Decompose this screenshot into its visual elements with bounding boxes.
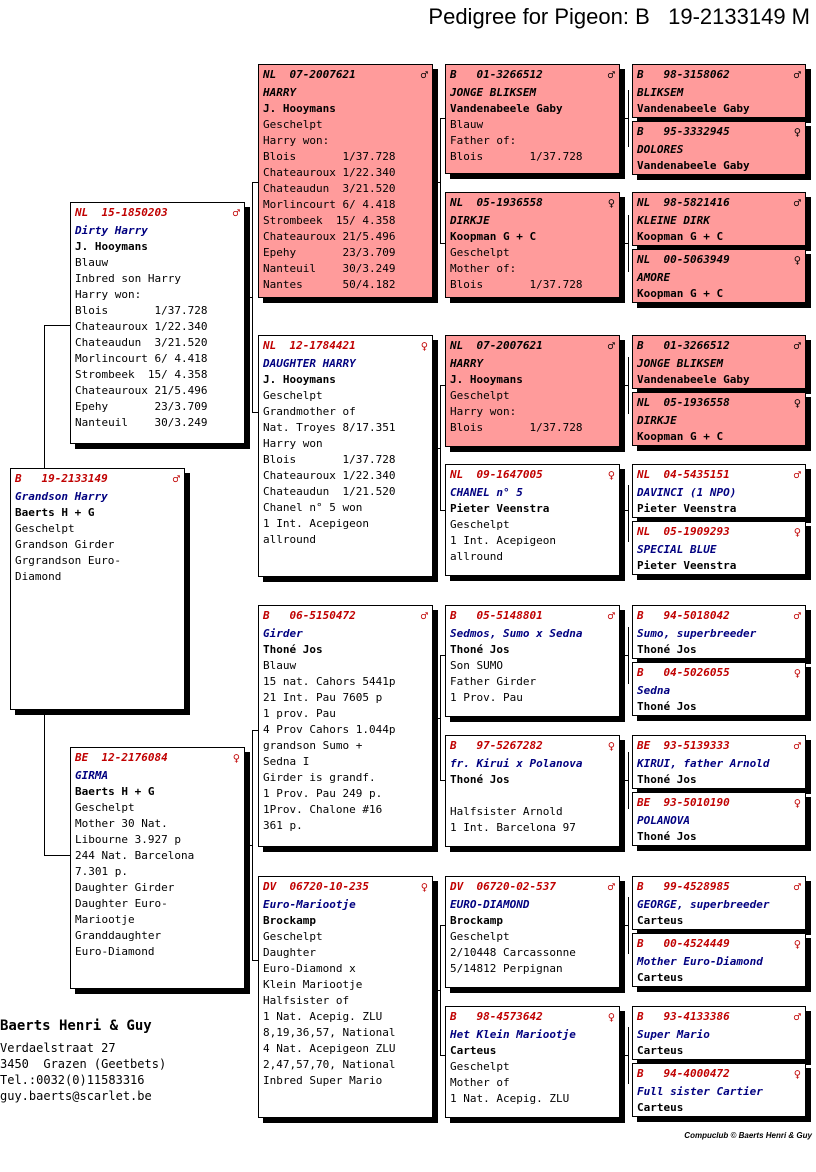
pigeon-name: JONGE BLIKSEM [637,357,724,370]
pigeon-detail-line: Geschelpt [15,522,75,535]
card-header [637,936,801,952]
pigeon-detail-line: Strombeek 15/ 4.358 [263,214,396,227]
ring-number: NL 07-2007621 [263,68,356,81]
pigeon-detail-line: Blois 1/37.728 [450,278,583,291]
ring-number: DV 06720-02-537 [450,880,556,893]
pigeon-owner: Carteus [637,1044,684,1057]
pigeon-detail-line: Harry won [263,437,323,450]
card-header [637,665,801,681]
female-icon: ♀ [793,525,801,539]
card-header [450,338,615,354]
pigeon-detail-line: 7.301 p. [75,865,128,878]
female-icon: ♀ [420,339,428,353]
pigeon-card-ssdd[interactable] [632,249,806,303]
pigeon-detail-line: Chateaudun 3/21.520 [75,336,208,349]
pigeon-detail-line: allround [263,533,316,546]
pigeon-card-dam[interactable] [70,747,245,989]
pigeon-name: GEORGE, superbreeder [637,898,770,911]
pigeon-owner: Thoné Jos [450,773,510,786]
pigeon-card-subject[interactable] [10,468,185,710]
card-header [637,395,801,411]
pigeon-card-dds[interactable] [445,876,620,988]
pigeon-detail-line: Mother of [450,1076,510,1089]
female-icon: ♀ [607,1010,615,1024]
card-header [637,67,801,83]
breeder-email[interactable]: guy.baerts@scarlet.be [0,1089,152,1103]
pigeon-detail-line: Geschelpt [450,389,510,402]
pigeon-detail-line: Morlincourt 6/ 4.418 [263,198,396,211]
pigeon-card-dsss[interactable] [632,605,806,659]
pigeon-detail-line: Daughter Euro- [75,897,168,910]
male-icon: ♂ [793,339,801,353]
pigeon-detail-line: Mother of: [450,262,517,275]
pigeon-name: EURO-DIAMOND [450,898,530,911]
pigeon-detail-line: 1 Nat. Acepig. ZLU [263,1010,383,1023]
pigeon-detail-line: Inbred Super Mario [263,1074,383,1087]
pigeon-detail-line: Blois 1/37.728 [263,150,396,163]
pigeon-detail-line: Geschelpt [75,801,135,814]
pigeon-name: Full sister Cartier [637,1085,763,1098]
card-header [637,124,801,140]
ring-number: BE 12-2176084 [75,751,168,764]
card-header [637,1009,801,1025]
ring-number: NL 07-2007621 [450,339,543,352]
pigeon-owner: Brockamp [450,914,503,927]
pigeon-card-sdsd[interactable] [632,392,806,446]
pigeon-name: Sumo, superbreeder [637,627,757,640]
pigeon-detail-line: 1 Int. Acepigeon [450,534,556,547]
card-header [450,879,615,895]
pigeon-detail-line: Blois 1/37.728 [450,150,583,163]
pigeon-owner: Thoné Jos [637,700,697,713]
ring-number: B 98-4573642 [450,1010,543,1023]
pigeon-name: fr. Kirui x Polanova [450,757,583,770]
pigeon-detail-line: 1 prov. Pau [263,707,336,720]
ring-number: NL 05-1936558 [450,196,543,209]
pigeon-detail-line: Daughter [263,946,316,959]
ring-number: B 94-4000472 [637,1067,730,1080]
pigeon-detail-line: Blois 1/37.728 [263,453,396,466]
pigeon-name: CHANEL n° 5 [450,486,523,499]
male-icon: ♂ [232,206,240,220]
ring-number: NL 12-1784421 [263,339,356,352]
pigeon-detail-line: Euro-Diamond x [263,962,356,975]
card-header [450,195,615,211]
pigeon-card-sssd[interactable] [632,121,806,175]
card-header [450,67,615,83]
ring-number: B 98-3158062 [637,68,730,81]
pigeon-owner: Thoné Jos [637,830,697,843]
pigeon-owner: J. Hooymans [263,102,336,115]
pigeon-name: Super Mario [637,1028,710,1041]
pigeon-detail-line: Blauw [75,256,109,269]
female-icon: ♀ [793,396,801,410]
pigeon-name: Girder [263,627,303,640]
ring-number: NL 00-5063949 [637,253,730,266]
pigeon-owner: Thoné Jos [263,643,323,656]
female-icon: ♀ [793,125,801,139]
pigeon-card-sdd[interactable] [445,464,620,576]
card-header [637,467,801,483]
pigeon-name: HARRY [450,357,484,370]
pigeon-detail-line: Granddaughter [75,929,162,942]
male-icon: ♂ [793,68,801,82]
ring-number: NL 98-5821416 [637,196,730,209]
pigeon-owner: Brockamp [263,914,316,927]
pigeon-owner: Thoné Jos [637,643,697,656]
pigeon-detail-line: Nanteuil 30/3.249 [75,416,208,429]
ring-number: B 19-2133149 [15,472,108,485]
pigeon-card-dddd[interactable] [632,1063,806,1117]
male-icon: ♂ [793,1010,801,1024]
pigeon-name: BLIKSEM [637,86,684,99]
pigeon-detail-line: 5/14812 Perpignan [450,962,563,975]
pigeon-owner: Pieter Veenstra [637,559,737,572]
card-header [263,879,428,895]
pigeon-detail-line: Blauw [263,659,297,672]
ring-number: B 04-5026055 [637,666,730,679]
card-header [637,252,801,268]
pigeon-detail-line: Geschelpt [263,118,323,131]
card-header [450,738,615,754]
pigeon-owner: Vandenabeele Gaby [637,159,750,172]
pigeon-card-sdss[interactable] [632,335,806,389]
card-header [637,795,801,811]
pigeon-detail-line: Nantes 50/4.182 [263,278,396,291]
pigeon-name: DOLORES [637,143,684,156]
pigeon-detail-line: Chateauroux 1/22.340 [75,320,208,333]
pigeon-owner: Carteus [637,914,684,927]
pigeon-detail-line: Harry won: [263,134,330,147]
male-icon: ♂ [607,880,615,894]
pigeon-detail-line: Strombeek 15/ 4.358 [75,368,208,381]
pigeon-detail-line: Chateauroux 21/5.496 [263,230,396,243]
pigeon-detail-line: Morlincourt 6/ 4.418 [75,352,208,365]
card-header [637,195,801,211]
pigeon-name: Sedmos, Sumo x Sedna [450,627,583,640]
pigeon-detail-line: Klein Mariootje [263,978,363,991]
card-header [637,338,801,354]
pigeon-owner: Thoné Jos [637,773,697,786]
male-icon: ♂ [607,339,615,353]
male-icon: ♂ [793,196,801,210]
pigeon-detail-line: 2/10448 Carcassonne [450,946,576,959]
pigeon-card-sire-sire[interactable] [258,64,433,298]
pigeon-detail-line: Epehy 23/3.709 [263,246,396,259]
ring-number: B 01-3266512 [450,68,543,81]
pigeon-name: DIRKJE [637,414,677,427]
pigeon-name: KIRUI, father Arnold [637,757,770,770]
pigeon-name: GIRMA [75,769,109,782]
pigeon-detail-line: Geschelpt [450,518,510,531]
pigeon-detail-line: Chanel n° 5 won [263,501,363,514]
pigeon-owner: Vandenabeele Gaby [637,102,750,115]
pigeon-detail-line: Diamond [15,570,62,583]
card-header [263,67,428,83]
ring-number: B 99-4528985 [637,880,730,893]
pigeon-detail-line: Father Girder [450,675,537,688]
female-icon: ♀ [420,880,428,894]
male-icon: ♂ [607,609,615,623]
pigeon-detail-line: Harry won: [450,405,517,418]
pigeon-owner: Pieter Veenstra [637,502,737,515]
pigeon-detail-line: Harry won: [75,288,142,301]
card-header [637,879,801,895]
female-icon: ♀ [793,1067,801,1081]
pigeon-detail-line: Sedna I [263,755,310,768]
card-header [450,467,615,483]
pigeon-detail-line: 21 Int. Pau 7605 p [263,691,383,704]
pigeon-name: DAVINCI (1 NPO) [637,486,737,499]
pigeon-name: KLEINE DIRK [637,214,710,227]
pigeon-detail-line: Father of: [450,134,517,147]
pigeon-card-dsd[interactable] [445,735,620,847]
male-icon: ♂ [793,468,801,482]
ring-number: NL 04-5435151 [637,468,730,481]
pigeon-card-ssds[interactable] [632,192,806,246]
pigeon-card-sire[interactable] [70,202,245,444]
pigeon-name: Dirty Harry [75,224,148,237]
pigeon-owner: Vandenabeele Gaby [637,373,750,386]
pigeon-detail-line: Mother 30 Nat. [75,817,168,830]
pigeon-detail-line: 361 p. [263,819,303,832]
pigeon-detail-line: Euro-Diamond [75,945,155,958]
pigeon-name: Euro-Mariootje [263,898,356,911]
pigeon-name: Sedna [637,684,671,697]
pigeon-detail-line: Chateaudun 1/21.520 [263,485,396,498]
pigeon-detail-line: Nat. Troyes 8/17.351 [263,421,396,434]
breeder-phone: Tel.:0032(0)11583316 [0,1073,145,1087]
pigeon-owner: Koopman G + C [450,230,537,243]
footer-credit: Compuclub © Baerts Henri & Guy [684,1131,812,1140]
pigeon-card-sdds[interactable] [632,464,806,518]
pigeon-detail-line: Epehy 23/3.709 [75,400,208,413]
pigeon-detail-line [450,788,615,804]
female-icon: ♀ [607,739,615,753]
pigeon-card-sddd[interactable] [632,521,806,575]
pigeon-name: JONGE BLIKSEM [450,86,537,99]
pigeon-detail-line: Libourne 3.927 p [75,833,181,846]
pigeon-detail-line: 1 Int. Barcelona 97 [450,821,576,834]
card-header [450,1009,615,1025]
card-header [637,524,801,540]
pigeon-detail-line: 1 Int. Acepigeon [263,517,369,530]
ring-number: NL 05-1909293 [637,525,730,538]
pigeon-card-ddd[interactable] [445,1006,620,1118]
female-icon: ♀ [607,196,615,210]
pigeon-detail-line: Geschelpt [263,930,323,943]
male-icon: ♂ [607,68,615,82]
pigeon-detail-line: 15 nat. Cahors 5441p [263,675,396,688]
pigeon-card-sds[interactable] [445,335,620,447]
pigeon-card-ddsd[interactable] [632,933,806,987]
pigeon-card-sss[interactable] [445,64,620,174]
pigeon-detail-line: 8,19,36,57, National [263,1026,396,1039]
pigeon-detail-line: 1 Nat. Acepig. ZLU [450,1092,570,1105]
pigeon-detail-line: Chateauroux 21/5.496 [75,384,208,397]
pigeon-detail-line: Daughter Girder [75,881,175,894]
page-title: Pedigree for Pigeon: B 19-2133149 M [428,4,810,29]
pigeon-detail-line: 1 Prov. Pau 249 p. [263,787,383,800]
pigeon-card-dam-sire[interactable] [258,605,433,847]
pigeon-card-dssd[interactable] [632,662,806,716]
pigeon-detail-line: 2,47,57,70, National [263,1058,396,1071]
ring-number: B 97-5267282 [450,739,543,752]
card-header [263,608,428,624]
pigeon-card-ddds[interactable] [632,1006,806,1060]
pigeon-detail-line: allround [450,550,503,563]
pigeon-detail-line: Grandmother of [263,405,356,418]
pigeon-card-ssd[interactable] [445,192,620,298]
card-header [263,338,428,354]
pigeon-detail-line: Mariootje [75,913,135,926]
pigeon-detail-line: 244 Nat. Barcelona [75,849,195,862]
pigeon-detail-line: 4 Prov Cahors 1.044p [263,723,396,736]
breeder-address-line: Verdaelstraat 27 [0,1041,116,1055]
ring-number: NL 05-1936558 [637,396,730,409]
pigeon-detail-line: Son SUMO [450,659,503,672]
ring-number: B 93-4133386 [637,1010,730,1023]
pigeon-detail-line: grandson Sumo + [263,739,363,752]
female-icon: ♀ [232,751,240,765]
pigeon-name: AMORE [637,271,671,284]
pigeon-detail-line: Grgrandson Euro- [15,554,121,567]
pigeon-owner: J. Hooymans [263,373,336,386]
female-icon: ♀ [793,796,801,810]
card-header [637,608,801,624]
pigeon-owner: Carteus [637,1101,684,1114]
ring-number: DV 06720-10-235 [263,880,369,893]
pigeon-owner: Koopman G + C [637,287,724,300]
female-icon: ♀ [607,468,615,482]
pigeon-card-dsds[interactable] [632,735,806,789]
breeder-info [0,1018,166,1104]
card-header [75,205,240,221]
pigeon-name: Het Klein Mariootje [450,1028,576,1041]
pigeon-detail-line: Blauw [450,118,484,131]
ring-number: B 06-5150472 [263,609,356,622]
ring-number: B 00-4524449 [637,937,730,950]
pigeon-detail-line: Inbred son Harry [75,272,181,285]
pigeon-name: DIRKJE [450,214,490,227]
pigeon-card-dsdd[interactable] [632,792,806,846]
pigeon-detail-line: Grandson Girder [15,538,115,551]
ring-number: BE 93-5010190 [637,796,730,809]
male-icon: ♂ [793,739,801,753]
breeder-name: Baerts Henri & Guy [0,1018,152,1034]
pigeon-owner: Carteus [450,1044,497,1057]
pigeon-detail-line: 1Prov. Chalone #16 [263,803,383,816]
pigeon-owner: Thoné Jos [450,643,510,656]
pigeon-detail-line: Blois 1/37.728 [450,421,583,434]
pigeon-owner: Baerts H + G [75,785,155,798]
card-header [450,608,615,624]
pigeon-detail-line: Chateauroux 1/22.340 [263,166,396,179]
pigeon-name: HARRY [263,86,297,99]
ring-number: B 94-5018042 [637,609,730,622]
male-icon: ♂ [793,880,801,894]
pigeon-detail-line: Chateaudun 3/21.520 [263,182,396,195]
male-icon: ♂ [172,472,180,486]
pigeon-owner: Koopman G + C [637,230,724,243]
ring-number: BE 93-5139333 [637,739,730,752]
pigeon-owner: Carteus [637,971,684,984]
pigeon-detail-line: 4 Nat. Acepigeon ZLU [263,1042,396,1055]
pigeon-name: Mother Euro-Diamond [637,955,763,968]
pigeon-detail-line: Halfsister Arnold [450,805,563,818]
ring-number: NL 15-1850203 [75,206,168,219]
pigeon-detail-line: Geschelpt [263,389,323,402]
pigeon-owner: Baerts H + G [15,506,95,519]
ring-number: NL 09-1647005 [450,468,543,481]
pigeon-card-sire-dam[interactable] [258,335,433,577]
pigeon-owner: J. Hooymans [75,240,148,253]
male-icon: ♂ [420,68,428,82]
female-icon: ♀ [793,253,801,267]
female-icon: ♀ [793,937,801,951]
pigeon-detail-line: Nanteuil 30/3.249 [263,262,396,275]
male-icon: ♂ [420,609,428,623]
pigeon-detail-line: Geschelpt [450,930,510,943]
male-icon: ♂ [793,609,801,623]
pigeon-owner: J. Hooymans [450,373,523,386]
pigeon-detail-line: Geschelpt [450,1060,510,1073]
pigeon-detail-line: 1 Prov. Pau [450,691,523,704]
pigeon-detail-line: Geschelpt [450,246,510,259]
pigeon-owner: Pieter Veenstra [450,502,550,515]
pigeon-card-dss[interactable] [445,605,620,717]
female-icon: ♀ [793,666,801,680]
pigeon-name: POLANOVA [637,814,690,827]
breeder-address-line: 3450 Grazen (Geetbets) [0,1057,167,1071]
pigeon-detail-line: Blois 1/37.728 [75,304,208,317]
pigeon-detail-line: Girder is grandf. [263,771,376,784]
ring-number: B 95-3332945 [637,125,730,138]
card-header [15,471,180,487]
card-header [75,750,240,766]
pigeon-owner: Koopman G + C [637,430,724,443]
pigeon-name: DAUGHTER HARRY [263,357,356,370]
pigeon-detail-line: Halfsister of [263,994,350,1007]
ring-number: B 05-5148801 [450,609,543,622]
pigeon-card-ssss[interactable] [632,64,806,118]
card-header [637,738,801,754]
pigeon-name: Grandson Harry [15,490,108,503]
pigeon-name: SPECIAL BLUE [637,543,717,556]
pigeon-detail-line: Chateauroux 1/22.340 [263,469,396,482]
pigeon-owner: Vandenabeele Gaby [450,102,563,115]
card-header [637,1066,801,1082]
pigeon-card-dam-dam[interactable] [258,876,433,1118]
pigeon-card-ddss[interactable] [632,876,806,930]
ring-number: B 01-3266512 [637,339,730,352]
